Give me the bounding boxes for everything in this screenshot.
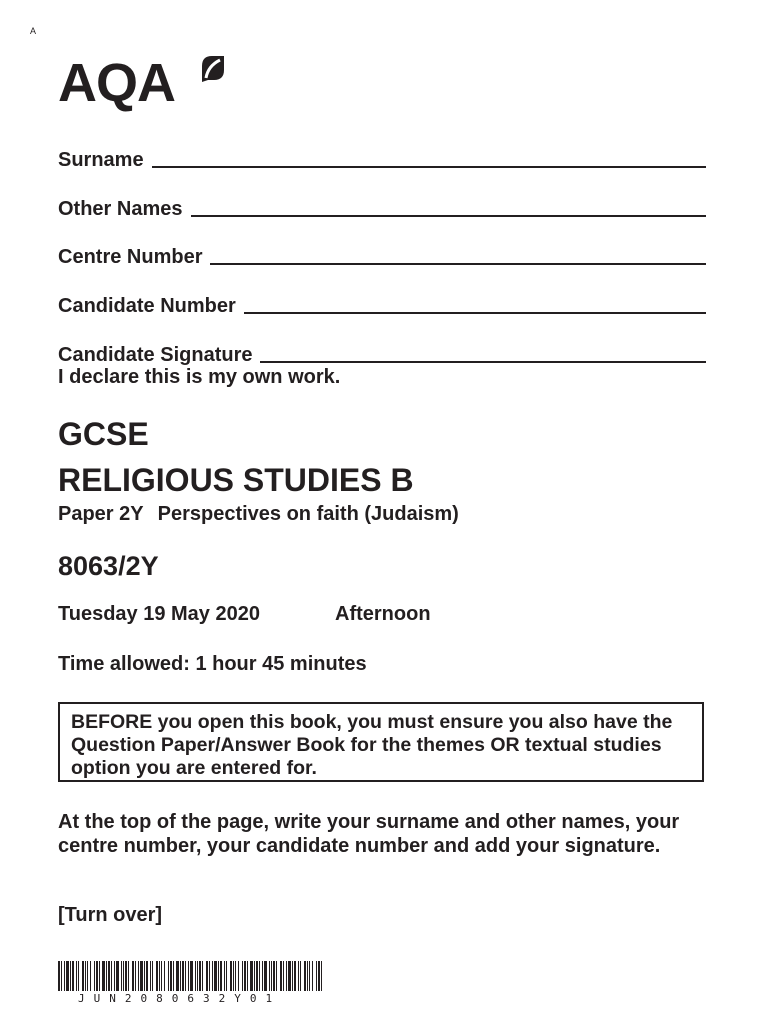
barcode-bar [218,961,219,991]
candidate-signature-line[interactable] [260,361,706,363]
barcode-text: JUN2080632Y01 [78,992,282,1005]
barcode-bar [276,961,277,991]
candidate-signature-label: Candidate Signature [58,344,253,366]
centre-number-label: Centre Number [58,246,203,268]
barcode-bar [286,961,287,991]
barcode-bar [102,961,105,991]
barcode-bar [226,961,227,991]
barcode-bar [271,961,272,991]
barcode-bar [269,961,270,991]
barcode-bar [288,961,291,991]
barcode-bar [209,961,210,991]
barcode-bar [298,961,299,991]
other-names-label: Other Names [58,198,183,220]
barcode-bar [197,961,198,991]
barcode-bar [125,961,127,991]
notice-text: BEFORE you open this book, you must ensure you also have the Question Paper/Answer Book for the themes OR textual studies option you are entered for. [71,711,673,779]
qualification-title: GCSE [58,416,149,452]
barcode-bar [206,961,208,991]
barcode-bar [235,961,236,991]
barcode-bar [220,961,222,991]
exam-date: Tuesday 19 May 2020 [58,603,260,625]
barcode-bar [185,961,186,991]
notice-box [58,702,704,782]
centre-number-line[interactable] [210,263,706,265]
other-names-field[interactable] [58,195,706,221]
barcode-bar [94,961,95,991]
barcode-bar [304,961,306,991]
barcode-bar [128,961,129,991]
barcode-bar [244,961,246,991]
barcode-bar [61,961,62,991]
surname-field[interactable] [58,146,706,172]
instructions: At the top of the page, write your surname and other names, your centre number, your candidate number and add your signature. [58,811,680,857]
paper-number: Paper 2Y [58,503,144,525]
turn-over: [Turn over] [58,904,163,926]
barcode-bar [262,961,263,991]
barcode-bar [168,961,169,991]
barcode-bar [214,961,217,991]
barcode-bar [283,961,284,991]
barcode-bar [140,961,143,991]
specification-code: 8063/2Y [58,551,159,581]
barcode-bar [230,961,232,991]
barcode-bar [188,961,189,991]
barcode-bar [164,961,165,991]
leaf-icon [200,54,226,84]
barcode-bar [250,961,253,991]
barcode-bar [173,961,174,991]
barcode-bar [264,961,267,991]
barcode-bar [294,961,296,991]
barcode-bar [123,961,124,991]
subject-title: RELIGIOUS STUDIES B [58,462,414,498]
barcode-bar [87,961,88,991]
barcode-bar [58,961,60,991]
barcode-bar [106,961,107,991]
barcode-bar [90,961,91,991]
barcode-bar [238,961,239,991]
barcode-bar [312,961,313,991]
paper-line [58,503,459,526]
barcode-bar [76,961,77,991]
barcode-bar [199,961,201,991]
barcode-bar [135,961,136,991]
logo-text: AQA [58,53,175,113]
barcode-bar [190,961,193,991]
barcode-bar [318,961,320,991]
barcode-bar [82,961,84,991]
barcode-bar [247,961,248,991]
candidate-signature-field[interactable] [58,341,706,367]
barcode-bar [138,961,139,991]
barcode-bar [159,961,160,991]
barcode-bar [212,961,213,991]
surname-line[interactable] [152,166,706,168]
candidate-number-line[interactable] [244,312,706,314]
declaration: I declare this is my own work. [58,366,341,388]
barcode-bar [99,961,100,991]
barcode-bar [72,961,74,991]
barcode-bar [180,961,181,991]
barcode-bar [292,961,293,991]
barcode-bar [132,961,134,991]
barcode-bar [254,961,255,991]
barcode-bar [300,961,301,991]
barcode-bar [195,961,196,991]
barcode-bar [182,961,184,991]
barcode-bar [202,961,203,991]
barcode-bar [224,961,225,991]
centre-number-field[interactable] [58,243,706,269]
corner-mark: A [30,26,37,36]
barcode-bar [321,961,322,991]
barcode-bar [316,961,317,991]
barcode-bar [156,961,158,991]
barcode-bar [309,961,310,991]
candidate-number-label: Candidate Number [58,295,236,317]
barcode-bar [150,961,151,991]
barcode-bar [170,961,172,991]
barcode-bar [242,961,243,991]
barcode-bar [233,961,234,991]
barcode-bar [280,961,282,991]
barcode-bar [146,961,148,991]
barcode-bar [307,961,308,991]
surname-label: Surname [58,149,144,171]
barcode-bar [111,961,112,991]
barcode-bar [66,961,69,991]
exam-session: Afternoon [335,603,431,625]
barcode-bar [121,961,122,991]
barcode-bar [108,961,110,991]
barcode-bar [96,961,98,991]
barcode-bar [78,961,79,991]
barcode-bar [70,961,71,991]
barcode-bar [64,961,65,991]
barcode-bar [116,961,119,991]
barcode-bar [273,961,275,991]
other-names-line[interactable] [191,215,707,217]
barcode-bar [85,961,86,991]
barcode-bar [176,961,179,991]
barcode-bar [256,961,258,991]
candidate-number-field[interactable] [58,292,706,318]
barcode-bar [161,961,162,991]
time-allowed: Time allowed: 1 hour 45 minutes [58,653,367,675]
barcode-bar [114,961,115,991]
barcode [58,961,324,991]
barcode-bar [259,961,260,991]
barcode-bar [144,961,145,991]
paper-title: Perspectives on faith (Judaism) [157,503,459,525]
barcode-bar [152,961,153,991]
